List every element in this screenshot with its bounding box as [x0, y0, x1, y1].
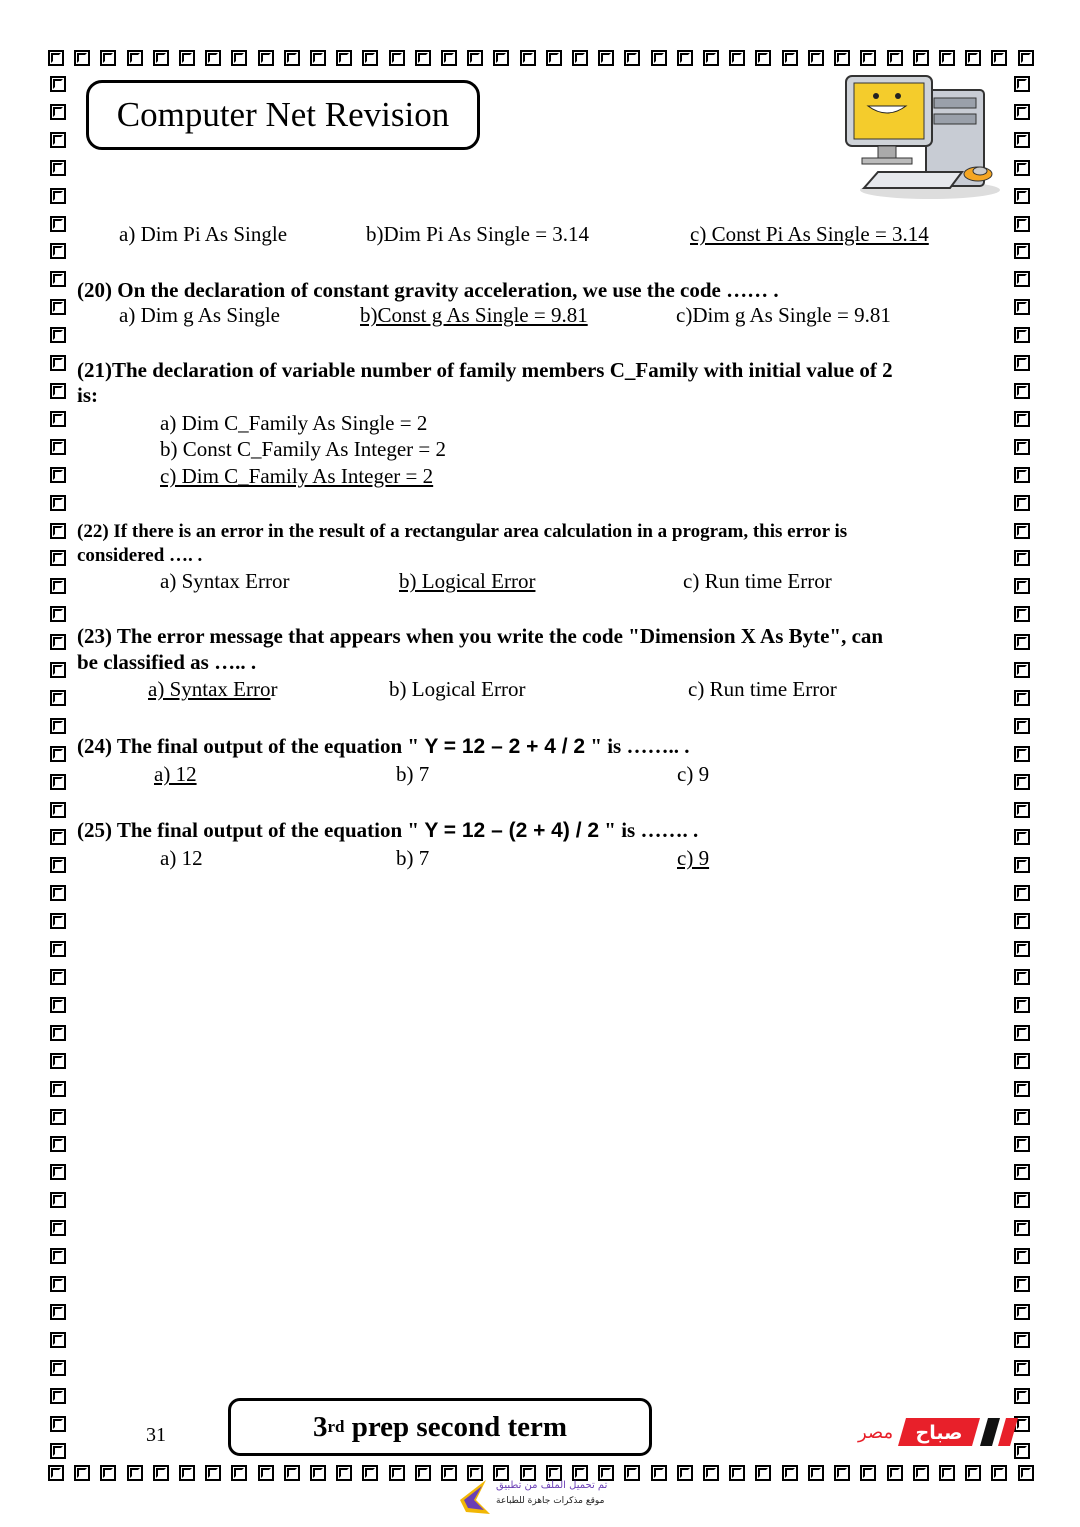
- border-box-icon: [913, 50, 929, 66]
- q24-option-b: b) 7: [396, 762, 430, 786]
- border-box-icon: [50, 495, 66, 511]
- border-box-icon: [1014, 467, 1030, 483]
- border-box-icon: [677, 1465, 693, 1481]
- border-box-icon: [755, 1465, 771, 1481]
- q23-option-a-underlined: a) Syntax Erro: [148, 677, 271, 701]
- q19-option-a: a) Dim Pi As Single: [119, 222, 288, 246]
- term-suffix: rd: [327, 1417, 345, 1436]
- border-box-icon: [153, 50, 169, 66]
- border-box-icon: [887, 1465, 903, 1481]
- border-box-icon: [1014, 299, 1030, 315]
- border-box-icon: [205, 1465, 221, 1481]
- q19-option-b: b)Dim Pi As Single = 3.14: [366, 222, 590, 246]
- border-box-icon: [1014, 523, 1030, 539]
- border-box-icon: [1014, 969, 1030, 985]
- border-box-icon: [493, 50, 509, 66]
- border-box-icon: [1014, 1220, 1030, 1236]
- border-box-icon: [50, 271, 66, 287]
- border-box-icon: [1014, 1332, 1030, 1348]
- q24-text-post: " is …….. .: [585, 734, 690, 758]
- border-box-icon: [50, 132, 66, 148]
- border-box-icon: [1014, 829, 1030, 845]
- border-box-icon: [913, 1465, 929, 1481]
- page-title: Computer Net Revision: [86, 80, 480, 150]
- border-box-icon: [127, 1465, 143, 1481]
- q23-text-line1: (23) The error message that appears when you write the code "Dimension X As Byte", can: [77, 624, 884, 648]
- q20-option-a: a) Dim g As Single: [119, 303, 280, 327]
- border-box-icon: [50, 243, 66, 259]
- q22-text-line1: (22) If there is an error in the result of a rectangular area calculation in a program, this error is: [77, 521, 848, 542]
- border-box-icon: [703, 1465, 719, 1481]
- border-box-icon: [50, 857, 66, 873]
- border-box-icon: [1014, 411, 1030, 427]
- q22-text-line2: considered …. .: [77, 545, 203, 566]
- border-box-icon: [50, 355, 66, 371]
- border-box-icon: [127, 50, 143, 66]
- border-box-icon: [362, 1465, 378, 1481]
- border-box-icon: [1014, 550, 1030, 566]
- border-box-icon: [1014, 857, 1030, 873]
- q24-text: [77, 734, 689, 759]
- q19-option-c-answer: c) Const Pi As Single = 3.14: [690, 222, 929, 246]
- border-box-icon: [50, 299, 66, 315]
- border-box-icon: [782, 50, 798, 66]
- computer-illustration: [838, 72, 1010, 202]
- border-box-icon: [1014, 104, 1030, 120]
- border-box-icon: [50, 104, 66, 120]
- border-box-icon: [1014, 1304, 1030, 1320]
- border-box-icon: [1014, 355, 1030, 371]
- border-box-icon: [50, 1416, 66, 1432]
- border-box-icon: [1014, 76, 1030, 92]
- border-box-icon: [1014, 1360, 1030, 1376]
- sabah-masr-logo: [852, 1410, 1032, 1454]
- border-box-icon: [205, 50, 221, 66]
- border-box-icon: [284, 50, 300, 66]
- border-box-icon: [50, 1304, 66, 1320]
- border-box-icon: [1014, 1192, 1030, 1208]
- border-box-icon: [50, 885, 66, 901]
- border-box-icon: [1014, 802, 1030, 818]
- page-border-right: [1014, 76, 1034, 1460]
- border-box-icon: [50, 216, 66, 232]
- q20-text: (20) On the declaration of constant gravity acceleration, we use the code …… .: [77, 278, 779, 302]
- border-box-icon: [179, 1465, 195, 1481]
- q21-text-line2: is:: [77, 383, 98, 407]
- border-box-icon: [50, 997, 66, 1013]
- border-box-icon: [834, 1465, 850, 1481]
- border-box-icon: [415, 50, 431, 66]
- border-box-icon: [965, 50, 981, 66]
- border-box-icon: [1014, 271, 1030, 287]
- q24-equation: Y = 12 – 2 + 4 / 2: [424, 735, 586, 758]
- app-download-logo: [456, 1478, 616, 1518]
- border-box-icon: [48, 1465, 64, 1481]
- border-box-icon: [50, 1220, 66, 1236]
- q22-option-c: c) Run time Error: [683, 569, 832, 593]
- border-box-icon: [50, 1025, 66, 1041]
- q25-equation: Y = 12 – (2 + 4) / 2: [424, 819, 600, 842]
- border-box-icon: [336, 1465, 352, 1481]
- q21-option-c-answer: c) Dim C_Family As Integer = 2: [160, 464, 434, 488]
- q24-option-c: c) 9: [677, 762, 710, 786]
- border-box-icon: [50, 774, 66, 790]
- border-box-icon: [1014, 495, 1030, 511]
- border-box-icon: [729, 50, 745, 66]
- border-box-icon: [74, 50, 90, 66]
- border-box-icon: [284, 1465, 300, 1481]
- border-box-icon: [50, 467, 66, 483]
- border-box-icon: [1014, 327, 1030, 343]
- border-box-icon: [50, 1053, 66, 1069]
- border-box-icon: [1014, 997, 1030, 1013]
- border-box-icon: [50, 969, 66, 985]
- q21-option-a: a) Dim C_Family As Single = 2: [160, 411, 428, 435]
- border-box-icon: [50, 634, 66, 650]
- border-box-icon: [1014, 690, 1030, 706]
- border-box-icon: [1014, 606, 1030, 622]
- border-box-icon: [50, 1360, 66, 1376]
- app-logo-line2: موقع مذكرات جاهزة للطباعة: [496, 1496, 605, 1506]
- border-box-icon: [1014, 941, 1030, 957]
- border-box-icon: [74, 1465, 90, 1481]
- border-box-icon: [755, 50, 771, 66]
- border-box-icon: [50, 662, 66, 678]
- border-box-icon: [50, 383, 66, 399]
- border-box-icon: [50, 188, 66, 204]
- border-box-icon: [258, 50, 274, 66]
- border-box-icon: [100, 1465, 116, 1481]
- border-box-icon: [624, 1465, 640, 1481]
- border-box-icon: [1014, 383, 1030, 399]
- border-box-icon: [310, 1465, 326, 1481]
- border-box-icon: [389, 50, 405, 66]
- border-box-icon: [258, 1465, 274, 1481]
- page-number: 31: [146, 1424, 166, 1446]
- border-box-icon: [50, 802, 66, 818]
- q23-option-b: b) Logical Error: [389, 677, 526, 701]
- border-box-icon: [1014, 1025, 1030, 1041]
- app-logo-icon: [456, 1478, 496, 1518]
- border-box-icon: [50, 523, 66, 539]
- border-box-icon: [1014, 160, 1030, 176]
- border-box-icon: [467, 50, 483, 66]
- q23-option-a-answer: [148, 677, 277, 701]
- border-box-icon: [231, 50, 247, 66]
- q23-text-line2: be classified as ….. .: [77, 650, 257, 674]
- border-box-icon: [50, 1388, 66, 1404]
- border-box-icon: [624, 50, 640, 66]
- border-box-icon: [860, 1465, 876, 1481]
- border-box-icon: [651, 1465, 667, 1481]
- logo-text-right: صباح: [915, 1422, 963, 1444]
- q22-option-a: a) Syntax Error: [160, 569, 290, 593]
- border-box-icon: [415, 1465, 431, 1481]
- border-box-icon: [887, 50, 903, 66]
- border-box-icon: [677, 50, 693, 66]
- border-box-icon: [1014, 718, 1030, 734]
- border-box-icon: [651, 50, 667, 66]
- border-box-icon: [1014, 662, 1030, 678]
- border-box-icon: [441, 1465, 457, 1481]
- border-box-icon: [1014, 913, 1030, 929]
- border-box-icon: [808, 1465, 824, 1481]
- term-text: prep second term: [344, 1410, 568, 1443]
- border-box-icon: [50, 1248, 66, 1264]
- border-box-icon: [546, 50, 562, 66]
- q25-option-c-answer: c) 9: [677, 846, 710, 870]
- border-box-icon: [1014, 634, 1030, 650]
- q25-option-a: a) 12: [160, 846, 203, 870]
- border-box-icon: [1018, 1465, 1034, 1481]
- term-label: [228, 1398, 652, 1456]
- border-box-icon: [389, 1465, 405, 1481]
- q24-option-a-answer: a) 12: [154, 762, 197, 786]
- border-box-icon: [50, 1443, 66, 1459]
- border-box-icon: [1014, 1164, 1030, 1180]
- border-box-icon: [362, 50, 378, 66]
- term-number: 3: [312, 1410, 328, 1443]
- border-box-icon: [1014, 885, 1030, 901]
- border-box-icon: [50, 439, 66, 455]
- border-box-icon: [991, 50, 1007, 66]
- border-box-icon: [50, 1109, 66, 1125]
- border-box-icon: [808, 50, 824, 66]
- q20-option-b-answer: b)Const g As Single = 9.81: [360, 303, 588, 327]
- border-box-icon: [50, 411, 66, 427]
- border-box-icon: [50, 1164, 66, 1180]
- border-box-icon: [1014, 1053, 1030, 1069]
- q23-option-a-rest: r: [270, 677, 278, 701]
- border-box-icon: [50, 327, 66, 343]
- q20-option-c: c)Dim g As Single = 9.81: [676, 303, 891, 327]
- border-box-icon: [1014, 439, 1030, 455]
- border-box-icon: [50, 913, 66, 929]
- border-box-icon: [1014, 1109, 1030, 1125]
- border-box-icon: [729, 1465, 745, 1481]
- border-box-icon: [50, 1081, 66, 1097]
- border-box-icon: [1014, 1388, 1030, 1404]
- border-box-icon: [703, 50, 719, 66]
- border-box-icon: [50, 746, 66, 762]
- border-box-icon: [50, 578, 66, 594]
- border-box-icon: [50, 1136, 66, 1152]
- border-box-icon: [1014, 216, 1030, 232]
- q25-text: [77, 818, 698, 843]
- q25-text-pre: (25) The final output of the equation ": [77, 818, 425, 842]
- border-box-icon: [336, 50, 352, 66]
- page-border-top: [48, 50, 1034, 70]
- border-box-icon: [1014, 132, 1030, 148]
- border-box-icon: [1018, 50, 1034, 66]
- q25-option-b: b) 7: [396, 846, 430, 870]
- border-box-icon: [1014, 1136, 1030, 1152]
- logo-text-left: مصر: [858, 1422, 894, 1443]
- border-box-icon: [50, 160, 66, 176]
- q21-option-b: b) Const C_Family As Integer = 2: [160, 437, 447, 461]
- border-box-icon: [939, 1465, 955, 1481]
- border-box-icon: [834, 50, 850, 66]
- border-box-icon: [965, 1465, 981, 1481]
- border-box-icon: [860, 50, 876, 66]
- border-box-icon: [520, 50, 536, 66]
- border-box-icon: [153, 1465, 169, 1481]
- border-box-icon: [1014, 578, 1030, 594]
- border-box-icon: [1014, 1081, 1030, 1097]
- border-box-icon: [1014, 1248, 1030, 1264]
- q23-option-c: c) Run time Error: [688, 677, 837, 701]
- border-box-icon: [598, 50, 614, 66]
- q21-text-line1: (21)The declaration of variable number of family members C_Family with initial value of 2: [77, 358, 893, 382]
- border-box-icon: [50, 1276, 66, 1292]
- border-box-icon: [1014, 1276, 1030, 1292]
- border-box-icon: [50, 718, 66, 734]
- border-box-icon: [100, 50, 116, 66]
- q25-text-post: " is ……. .: [599, 818, 699, 842]
- border-box-icon: [50, 606, 66, 622]
- border-box-icon: [50, 829, 66, 845]
- border-box-icon: [939, 50, 955, 66]
- app-logo-line1: تم تحميل الملف من تطبيق: [496, 1480, 608, 1491]
- border-box-icon: [572, 50, 588, 66]
- border-box-icon: [1014, 243, 1030, 259]
- border-box-icon: [1014, 746, 1030, 762]
- border-box-icon: [441, 50, 457, 66]
- border-box-icon: [50, 1192, 66, 1208]
- q22-option-b-answer: b) Logical Error: [399, 569, 536, 593]
- page-border-left: [50, 76, 70, 1460]
- border-box-icon: [50, 690, 66, 706]
- border-box-icon: [310, 50, 326, 66]
- border-box-icon: [1014, 188, 1030, 204]
- border-box-icon: [50, 76, 66, 92]
- border-box-icon: [48, 50, 64, 66]
- border-box-icon: [50, 941, 66, 957]
- border-box-icon: [782, 1465, 798, 1481]
- border-box-icon: [50, 550, 66, 566]
- border-box-icon: [50, 1332, 66, 1348]
- border-box-icon: [179, 50, 195, 66]
- q24-text-pre: (24) The final output of the equation ": [77, 734, 425, 758]
- border-box-icon: [231, 1465, 247, 1481]
- border-box-icon: [991, 1465, 1007, 1481]
- border-box-icon: [1014, 774, 1030, 790]
